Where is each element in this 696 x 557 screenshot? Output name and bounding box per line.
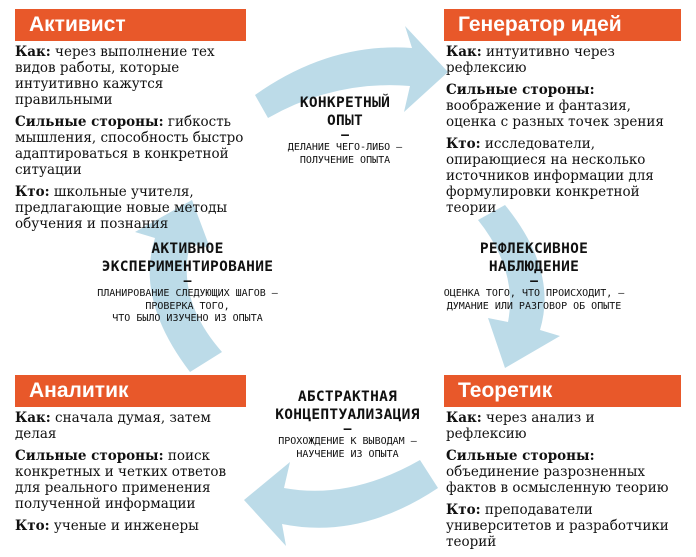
- activist-strengths-label: Сильные стороны:: [15, 114, 164, 130]
- activist-who: [15, 184, 247, 232]
- idea-generator-strengths-label: Сильные стороны:: [446, 82, 595, 98]
- stage-active-desc: ПЛАНИРОВАНИЕ СЛЕДУЮЩИХ ШАГОВ – ПРОВЕРКА ТОГО, ЧТО БЫЛО ИЗУЧЕНО ИЗ ОПЫТА: [97, 288, 278, 324]
- theorist-how-text: через анализ и рефлексию: [446, 410, 595, 442]
- analyst-how-text: сначала думая, затем делая: [15, 410, 211, 442]
- analyst-strengths-label: Сильные стороны:: [15, 448, 164, 464]
- stage-concrete-experience: [245, 94, 445, 167]
- analyst-how: [15, 410, 247, 442]
- stage-reflective-observation: [398, 240, 670, 313]
- idea-generator-who: [446, 136, 668, 216]
- idea-generator-strengths: [446, 82, 668, 130]
- idea-generator-how-text: интуитивно через рефлексию: [446, 44, 615, 76]
- idea-generator-strengths-text: воображение и фантазия, оценка с разных точек зрения: [446, 98, 664, 130]
- analyst-details: [15, 410, 247, 540]
- analyst-strengths-text: поиск конкретных и четких ответов для реального применения полученной информации: [15, 448, 227, 512]
- analyst-title: Аналитик: [15, 375, 246, 407]
- activist-who-text: школьные учителя, предлагающие новые методы обучения и познания: [15, 184, 228, 232]
- theorist-details: [446, 410, 670, 556]
- theorist-strengths-label: Сильные стороны:: [446, 448, 595, 464]
- idea-generator-who-label: Кто:: [446, 136, 481, 152]
- theorist-title: Теоретик: [444, 375, 681, 407]
- stage-concrete-desc: ДЕЛАНИЕ ЧЕГО-ЛИБО – ПОЛУЧЕНИЕ ОПЫТА: [287, 142, 403, 166]
- stage-reflective-name: РЕФЛЕКСИВНОЕ НАБЛЮДЕНИЕ: [479, 241, 589, 275]
- stage-abstract-conceptualization: [235, 388, 460, 461]
- stage-abstract-desc: ПРОХОЖДЕНИЕ К ВЫВОДАМ – НАУЧЕНИЕ ИЗ ОПЫТА: [278, 436, 417, 460]
- theorist-who-label: Кто:: [446, 502, 481, 518]
- activist-title: Активист: [15, 9, 246, 41]
- stage-active-experimentation: [50, 240, 325, 326]
- idea-generator-who-text: исследователи, опирающиеся на несколько источников информации для формулировки конкретной теории: [446, 136, 654, 216]
- activist-who-label: Кто:: [15, 184, 50, 200]
- theorist-how-label: Как:: [446, 410, 482, 426]
- stage-abstract-dash: –: [343, 422, 352, 437]
- theorist-strengths-text: объединение разрозненных фактов в осмысленную теорию: [446, 464, 669, 496]
- stage-active-dash: –: [183, 274, 192, 289]
- theorist-who: [446, 502, 670, 550]
- arrow-bottom: [244, 460, 438, 546]
- idea-generator-title: Генератор идей: [444, 9, 681, 41]
- analyst-who-label: Кто:: [15, 518, 50, 534]
- stage-concrete-dash: –: [341, 128, 349, 143]
- activist-details: [15, 44, 247, 238]
- idea-generator-how: [446, 44, 668, 76]
- stage-reflective-desc: ОЦЕНКА ТОГО, ЧТО ПРОИСХОДИТ, – ДУМАНИЕ ИЛИ РАЗГОВОР ОБ ОПЫТЕ: [443, 288, 625, 312]
- stage-reflective-dash: –: [530, 274, 538, 289]
- theorist-strengths: [446, 448, 670, 496]
- activist-how-text: через выполнение тех видов работы, которые интуитивно кажутся правильными: [15, 44, 215, 108]
- stage-abstract-name: АБСТРАКТНАЯ КОНЦЕПТУАЛИЗАЦИЯ: [275, 389, 420, 423]
- analyst-who-text: ученые и инженеры: [49, 518, 199, 534]
- theorist-how: [446, 410, 670, 442]
- theorist-who-text: преподаватели университетов и разработчики теорий: [446, 502, 669, 550]
- activist-how-label: Как:: [15, 44, 51, 60]
- stage-concrete-name: КОНКРЕТНЫЙ ОПЫТ: [299, 95, 391, 129]
- activist-how: [15, 44, 247, 108]
- analyst-strengths: [15, 448, 247, 512]
- analyst-how-label: Как:: [15, 410, 51, 426]
- activist-strengths: [15, 114, 247, 178]
- stage-active-name: АКТИВНОЕ ЭКСПЕРИМЕНТИРОВАНИЕ: [101, 241, 274, 275]
- activist-strengths-text: гибкость мышления, способность быстро адаптироваться в конкретной ситуации: [15, 114, 244, 178]
- idea-generator-how-label: Как:: [446, 44, 482, 60]
- analyst-who: [15, 518, 247, 534]
- idea-generator-details: [446, 44, 668, 222]
